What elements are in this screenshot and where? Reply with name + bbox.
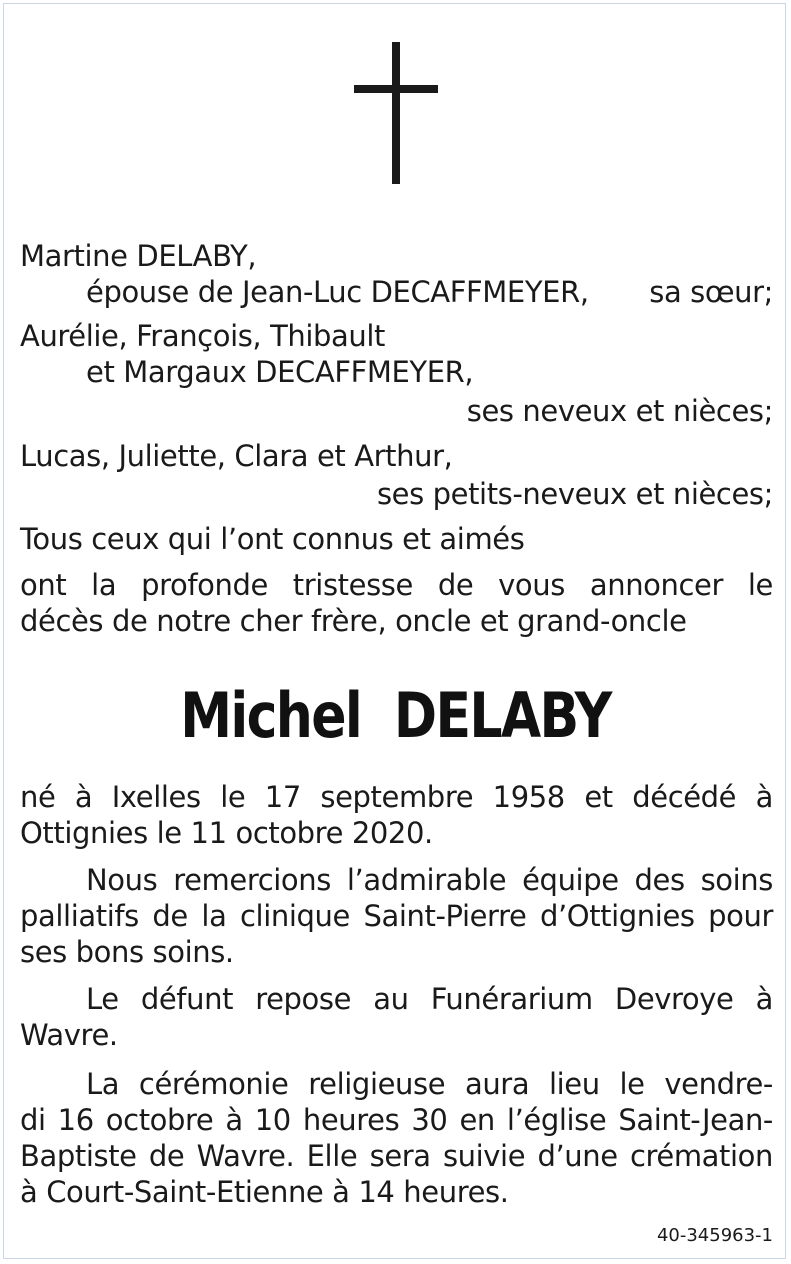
reference-number: 40-345963-1 — [656, 1225, 773, 1246]
family-line: Martine DELABY, — [20, 239, 257, 273]
family-line: épouse de Jean-Luc DECAFFMEYER, — [86, 275, 589, 309]
family-line: Lucas, Juliette, Clara et Arthur, — [20, 439, 453, 473]
body-line: né à Ixelles le 17 septembre 1958 et décédé à — [20, 780, 773, 814]
family-line: et Margaux DECAFFMEYER, — [86, 355, 474, 389]
family-relation: sa sœur; — [649, 275, 773, 309]
body-line: Le défunt repose au Funérarium Devroye à — [86, 982, 773, 1016]
body-line: Baptiste de Wavre. Elle sera suivie d’une crémation — [20, 1139, 773, 1173]
body-line: La cérémonie religieuse aura lieu le vendre- — [86, 1067, 773, 1101]
body-line: ses bons soins. — [20, 935, 234, 969]
body-line: di 16 octobre à 10 heures 30 en l’église Saint-Jean- — [20, 1103, 773, 1137]
family-line: Aurélie, François, Thibault — [20, 319, 386, 353]
announcement-line: ont la profonde tristesse de vous annoncer le — [20, 568, 773, 602]
family-relation: ses petits-neveux et nièces; — [376, 477, 773, 511]
body-line: palliatifs de la clinique Saint-Pierre d’Ottignies pour — [20, 899, 773, 933]
body-line: à Court-Saint-Etienne à 14 heures. — [20, 1175, 509, 1209]
family-line: Tous ceux qui l’ont connus et aimés — [20, 522, 525, 556]
cross-icon — [354, 42, 438, 184]
body-line: Ottignies le 11 octobre 2020. — [20, 816, 433, 850]
body-line: Wavre. — [20, 1018, 118, 1052]
announcement-line: décès de notre cher frère, oncle et grand-oncle — [20, 604, 687, 638]
family-relation: ses neveux et nièces; — [466, 394, 773, 428]
deceased-name: Michel DELABY — [180, 679, 611, 752]
body-line: Nous remercions l’admirable équipe des soins — [86, 863, 773, 897]
